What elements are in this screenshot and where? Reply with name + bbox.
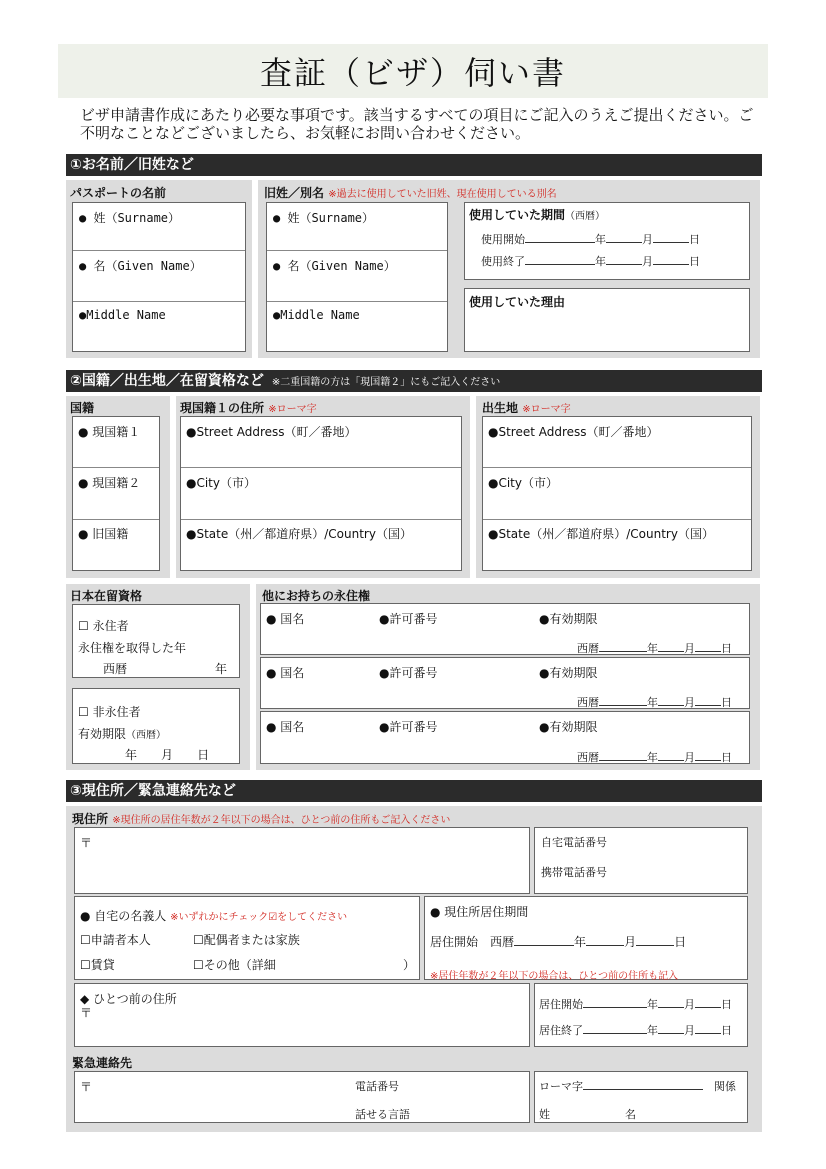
owner-label: ● 自宅の名義人 ※いずれかにチェック☑をしてください [80,909,348,923]
mobile-phone-field[interactable]: 携帯電話番号 [541,866,607,879]
old-middle-name-field[interactable]: ●Middle Name [273,308,360,322]
emergency-address-box[interactable] [74,1071,530,1123]
row2-expiry[interactable]: ●有効期限 [539,666,598,680]
state-country-field[interactable]: ●State（州／都道府県）/Country（国） [186,527,412,541]
row2-country[interactable]: ● 国名 [266,666,305,680]
other-residency-label: 他にお持ちの永住権 [262,589,371,603]
previous-period-box [534,983,748,1047]
old-surname-field[interactable]: ● 姓（Surname） [273,211,375,225]
row3-permit[interactable]: ●許可番号 [379,720,438,734]
residence-start-row[interactable]: 居住開始 西暦 年 月 日 [430,935,687,949]
previous-address-label: ◆ ひとつ前の住所 [80,992,177,1006]
residence-period-label: ● 現住所居住期間 [430,905,529,919]
emergency-contact-label: 緊急連絡先 [72,1056,133,1070]
street-field[interactable]: ●Street Address（町／番地） [186,425,357,439]
usage-start-row[interactable]: 使用開始 年 月 日 [481,233,700,246]
row2-expiry-date[interactable]: 西暦 年 月 日 [577,696,732,709]
current-nationality-2[interactable]: ● 現国籍２ [78,476,141,490]
emergency-mei-field[interactable]: 名 [625,1108,636,1121]
birth-street-field[interactable]: ●Street Address（町／番地） [488,425,659,439]
birth-city-field[interactable]: ●City（市） [488,476,558,490]
permanent-resident-box [72,604,240,678]
emergency-postal-mark: 〒 [80,1080,93,1094]
old-name-box [266,202,448,352]
previous-postal-mark: 〒 [80,1006,93,1020]
other-residency-row-2 [260,657,750,709]
emergency-roman-field[interactable]: ローマ字 関係 [539,1080,736,1093]
residence-period-note: ※居住年数が２年以下の場合は、ひとつ前の住所も記入 [430,971,679,982]
page-title: 査証（ビザ）伺い書 [259,54,566,92]
nonpermanent-box [72,688,240,764]
emergency-sei-field[interactable]: 姓 [539,1108,550,1121]
row3-expiry-date[interactable]: 西暦 年 月 日 [577,751,732,764]
row3-country[interactable]: ● 国名 [266,720,305,734]
section-3-header: ③現住所／緊急連絡先など [66,780,762,802]
permanent-resident-checkbox[interactable]: ☐ 永住者 [78,619,129,633]
other-residency-row-3 [260,711,750,764]
old-name-label: 旧姓／別名 ※過去に使用していた旧姓、現在使用している別名 [264,186,557,200]
emergency-language-field[interactable]: 話せる言語 [355,1108,410,1121]
usage-period-box [464,202,750,280]
owner-spouse-checkbox[interactable]: ☐配偶者または家族 [193,933,300,947]
previous-start-row[interactable]: 居住開始 年 月 日 [539,998,732,1011]
phone-box [534,827,748,894]
emergency-name-box [534,1071,748,1123]
nationality-label: 国籍 [70,401,95,415]
middle-name-field[interactable]: ●Middle Name [79,308,166,322]
passport-name-box [72,202,246,352]
row2-permit[interactable]: ●許可番号 [379,666,438,680]
owner-self-checkbox[interactable]: ☐申請者本人 [80,933,151,947]
row1-expiry[interactable]: ●有効期限 [539,612,598,626]
owner-other-checkbox[interactable]: ☐その他（詳細 [193,958,276,972]
row1-expiry-date[interactable]: 西暦 年 月 日 [577,642,732,655]
home-phone-field[interactable]: 自宅電話番号 [541,836,607,849]
nonpermanent-valid-label: 有効期限（西暦） [78,727,167,741]
residence-period-box [424,896,748,980]
permanent-year-label: 永住権を取得した年 [78,641,187,655]
row3-expiry[interactable]: ●有効期限 [539,720,598,734]
nonpermanent-valid-date[interactable]: 年 月 日 [125,748,210,762]
given-name-field[interactable]: ● 名（Given Name） [79,259,202,273]
current-nationality-1[interactable]: ● 現国籍１ [78,425,141,439]
usage-period-label: 使用していた期間（西暦） [469,208,606,222]
usage-reason-label: 使用していた理由 [469,295,566,309]
owner-rent-checkbox[interactable]: ☐賃貸 [80,958,115,972]
permanent-year-seireki: 西暦 [103,662,128,676]
previous-address-box[interactable] [74,983,530,1047]
current-postal-mark: 〒 [80,836,93,850]
surname-field[interactable]: ● 姓（Surname） [79,211,181,225]
nationality-address-box [180,416,462,571]
current-address-box[interactable] [74,827,530,894]
birthplace-label: 出生地 ※ローマ字 [482,401,571,415]
nationality-box [72,416,160,571]
nationality-address-label: 現国籍１の住所 ※ローマ字 [180,401,317,415]
usage-end-row[interactable]: 使用終了 年 月 日 [481,255,700,268]
former-nationality[interactable]: ● 旧国籍 [78,527,129,541]
owner-box [74,896,420,980]
section-2-header: ②国籍／出生地／在留資格など ※二重国籍の方は「現国籍２」にもご記入ください [66,370,762,392]
city-field[interactable]: ●City（市） [186,476,256,490]
passport-name-label: パスポートの名前 [70,186,167,200]
old-given-name-field[interactable]: ● 名（Given Name） [273,259,396,273]
birthplace-box [482,416,752,571]
nonpermanent-checkbox[interactable]: ☐ 非永住者 [78,705,141,719]
row1-permit[interactable]: ●許可番号 [379,612,438,626]
row1-country[interactable]: ● 国名 [266,612,305,626]
intro-text: ビザ申請書作成にあたり必要な事項です。該当するすべての項目にご記入のうえご提出ください。ご不明なことなどございましたら、お気軽にお問い合わせください。 [80,106,754,142]
usage-reason-box[interactable] [464,288,750,352]
owner-other-paren: ） [403,958,416,972]
emergency-phone-field[interactable]: 電話番号 [355,1080,399,1093]
current-address-label: 現住所 ※現住所の居住年数が２年以下の場合は、ひとつ前の住所もご記入ください [72,812,451,826]
permanent-year-unit[interactable]: 年 [215,662,228,676]
section-1-header: ①お名前／旧姓など [66,154,762,176]
previous-end-row[interactable]: 居住終了 年 月 日 [539,1024,732,1037]
japan-status-label: 日本在留資格 [70,589,143,603]
other-residency-row-1 [260,603,750,655]
birth-state-country-field[interactable]: ●State（州／都道府県）/Country（国） [488,527,714,541]
